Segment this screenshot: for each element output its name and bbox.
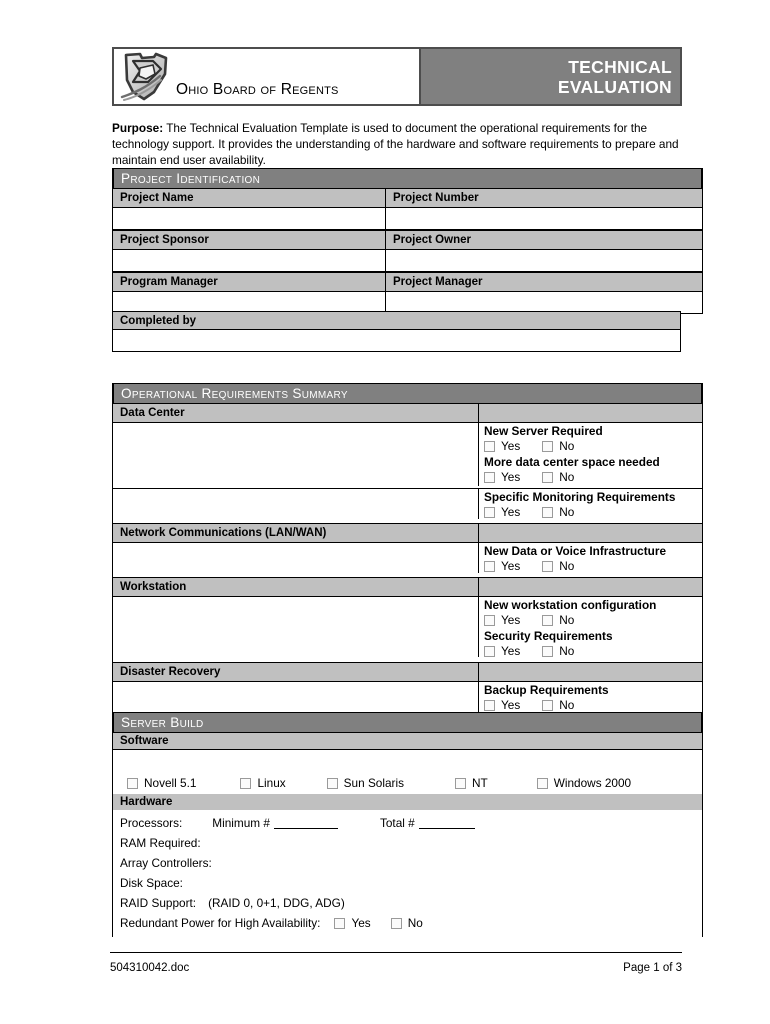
- checkbox-icon[interactable]: [542, 700, 553, 711]
- ram-required-label: RAM Required:: [120, 836, 201, 850]
- question-label: Backup Requirements: [484, 683, 609, 697]
- disk-space-label: Disk Space:: [120, 876, 183, 890]
- checkbox-icon[interactable]: [391, 918, 402, 929]
- group-label: Data Center: [113, 404, 479, 422]
- section-header-operational-requirements: Operational Requirements Summary: [113, 383, 702, 404]
- option-no[interactable]: [542, 470, 574, 485]
- option-yes[interactable]: [484, 644, 520, 659]
- group-row-disaster-recovery: [113, 663, 702, 682]
- option-no[interactable]: [542, 439, 574, 454]
- masthead-branding: [114, 49, 421, 104]
- project-owner-label: Project Owner: [386, 231, 702, 249]
- checkbox-icon[interactable]: [542, 646, 553, 657]
- project-manager-field[interactable]: [386, 292, 702, 313]
- option-label: No: [407, 916, 423, 930]
- project-number-field[interactable]: [386, 208, 702, 229]
- option-label: No: [559, 613, 575, 627]
- table-row: [113, 292, 702, 313]
- redundant-power-option-yes[interactable]: [334, 913, 370, 933]
- questions-cell: [479, 543, 702, 577]
- purpose-text: The Technical Evaluation Template is used to document the operational requirements for the technology support. It provides the understanding of the hardware and software requirements to prepare and maintain end user availability.: [112, 121, 679, 168]
- software-options-row: [113, 750, 702, 794]
- footer-page-number: Page 1 of 3: [623, 962, 682, 974]
- question-label: New Server Required: [484, 424, 603, 438]
- checkbox-icon[interactable]: [455, 778, 466, 789]
- redundant-power-option-no[interactable]: [391, 913, 423, 933]
- question-label: New Data or Voice Infrastructure: [484, 544, 667, 558]
- option-no[interactable]: [542, 613, 574, 628]
- option-label: Yes: [501, 698, 521, 712]
- checkbox-icon[interactable]: [484, 441, 495, 452]
- notes-field[interactable]: [113, 543, 479, 573]
- question-options: [484, 698, 702, 713]
- questions-cell: [479, 597, 702, 662]
- table-row: [113, 208, 702, 231]
- option-no[interactable]: [542, 559, 574, 574]
- document-title-line-2: EVALUATION: [557, 76, 672, 97]
- option-yes[interactable]: [484, 559, 520, 574]
- option-label: Sun Solaris: [343, 776, 404, 790]
- table-row: [113, 231, 702, 250]
- checkbox-icon[interactable]: [542, 615, 553, 626]
- checkbox-icon[interactable]: [240, 778, 251, 789]
- option-yes[interactable]: [484, 698, 520, 713]
- group-row-workstation: [113, 578, 702, 597]
- table-row: [113, 250, 702, 273]
- server-build-table: [112, 712, 703, 937]
- operational-requirements-table: [112, 383, 703, 717]
- checkbox-icon[interactable]: [542, 507, 553, 518]
- group-blank-cell: [479, 578, 702, 596]
- completed-by-field[interactable]: [113, 330, 680, 351]
- notes-field[interactable]: [113, 489, 479, 519]
- project-owner-field[interactable]: [386, 250, 702, 271]
- software-option-novell[interactable]: [127, 776, 196, 790]
- document-title-line-1: TECHNICAL: [568, 56, 672, 77]
- completed-by-table: [112, 311, 681, 352]
- option-label: No: [559, 470, 575, 484]
- option-label: No: [559, 505, 575, 519]
- hardware-line-raid-support: [120, 893, 702, 913]
- software-options: [113, 776, 702, 790]
- processors-minimum-label: Minimum #: [212, 816, 270, 830]
- checkbox-icon[interactable]: [484, 615, 495, 626]
- option-no[interactable]: [542, 505, 574, 520]
- question-options: [484, 505, 702, 520]
- footer-divider: [110, 952, 682, 953]
- option-label: Yes: [501, 470, 521, 484]
- project-name-field[interactable]: [113, 208, 386, 229]
- checkbox-icon[interactable]: [542, 472, 553, 483]
- table-row: [113, 189, 702, 208]
- redundant-power-label: Redundant Power for High Availability:: [120, 916, 321, 930]
- software-option-windows-2000[interactable]: [537, 776, 631, 790]
- array-controllers-label: Array Controllers:: [120, 856, 212, 870]
- table-row: [113, 682, 702, 716]
- option-label: Novell 5.1: [144, 776, 197, 790]
- ohio-shield-logo-icon: [120, 52, 172, 102]
- option-label: Windows 2000: [553, 776, 632, 790]
- footer-filename: 504310042.doc: [110, 962, 190, 974]
- group-row-data-center: [113, 404, 702, 423]
- table-row: [113, 423, 702, 489]
- group-blank-cell: [479, 524, 702, 542]
- processors-total-field[interactable]: [419, 817, 475, 829]
- raid-support-label: RAID Support:: [120, 896, 197, 910]
- checkbox-icon[interactable]: [484, 561, 495, 572]
- question-label: More data center space needed: [484, 455, 660, 469]
- option-yes[interactable]: [484, 613, 520, 628]
- option-label: Yes: [501, 439, 521, 453]
- option-no[interactable]: [542, 644, 574, 659]
- checkbox-icon[interactable]: [537, 778, 548, 789]
- option-label: No: [559, 698, 575, 712]
- group-label: Network Communications (LAN/WAN): [113, 524, 479, 542]
- option-label: NT: [472, 776, 488, 790]
- organization-name: Ohio Board of Regents: [176, 81, 339, 98]
- question-label: Specific Monitoring Requirements: [484, 490, 676, 504]
- program-manager-label: Program Manager: [113, 273, 386, 291]
- section-header-server-build: Server Build: [113, 712, 702, 733]
- option-yes[interactable]: [484, 470, 520, 485]
- group-blank-cell: [479, 404, 702, 422]
- hardware-line-redundant-power: [120, 913, 702, 933]
- checkbox-icon[interactable]: [542, 561, 553, 572]
- question-options: [484, 644, 702, 659]
- group-label: Workstation: [113, 578, 479, 596]
- group-row-network-communications: [113, 524, 702, 543]
- option-yes[interactable]: [484, 439, 520, 454]
- option-label: Yes: [501, 644, 521, 658]
- checkbox-icon[interactable]: [127, 778, 138, 789]
- project-number-label: Project Number: [386, 189, 702, 207]
- checkbox-icon[interactable]: [484, 472, 495, 483]
- group-label: Disaster Recovery: [113, 663, 479, 681]
- table-row: [113, 597, 702, 663]
- hardware-fields: [113, 810, 702, 937]
- option-no[interactable]: [542, 698, 574, 713]
- option-label: No: [559, 644, 575, 658]
- software-option-sun-solaris[interactable]: [327, 776, 404, 790]
- option-yes[interactable]: [484, 505, 520, 520]
- section-header-project-identification: Project Identification: [113, 168, 702, 189]
- processors-label: Processors:: [120, 816, 183, 830]
- option-label: No: [559, 559, 575, 573]
- question-options: [484, 559, 702, 574]
- option-label: Linux: [257, 776, 286, 790]
- hardware-line-ram: [120, 833, 702, 853]
- question-options: [484, 439, 702, 454]
- option-label: Yes: [501, 559, 521, 573]
- questions-cell: [479, 489, 702, 523]
- document-masthead: [112, 47, 682, 106]
- questions-cell: [479, 423, 702, 488]
- processors-minimum-field[interactable]: [274, 817, 338, 829]
- software-option-nt[interactable]: [455, 776, 488, 790]
- checkbox-icon[interactable]: [327, 778, 338, 789]
- notes-field[interactable]: [113, 682, 479, 712]
- question-label: Security Requirements: [484, 629, 613, 643]
- hardware-line-processors: [120, 813, 702, 833]
- purpose-label: Purpose:: [112, 121, 164, 135]
- completed-by-label: Completed by: [113, 312, 680, 330]
- software-option-linux[interactable]: [240, 776, 285, 790]
- project-name-label: Project Name: [113, 189, 386, 207]
- page-footer: [110, 962, 682, 974]
- question-options: [484, 613, 702, 628]
- question-options: [484, 470, 702, 485]
- option-label: Yes: [501, 505, 521, 519]
- table-row: [113, 489, 702, 524]
- project-sponsor-field[interactable]: [113, 250, 386, 271]
- checkbox-icon[interactable]: [484, 700, 495, 711]
- checkbox-icon[interactable]: [484, 507, 495, 518]
- checkbox-icon[interactable]: [334, 918, 345, 929]
- hardware-line-array-controllers: [120, 853, 702, 873]
- questions-cell: [479, 682, 702, 716]
- checkbox-icon[interactable]: [542, 441, 553, 452]
- subsection-header-hardware: Hardware: [113, 794, 702, 810]
- project-sponsor-label: Project Sponsor: [113, 231, 386, 249]
- option-label: No: [559, 439, 575, 453]
- question-label: New workstation configuration: [484, 598, 657, 612]
- notes-field[interactable]: [113, 423, 479, 486]
- notes-field[interactable]: [113, 597, 479, 657]
- subsection-header-software: Software: [113, 733, 702, 750]
- checkbox-icon[interactable]: [484, 646, 495, 657]
- project-identification-table: [112, 168, 703, 314]
- option-label: Yes: [351, 916, 371, 930]
- document-title-block: [421, 49, 680, 104]
- group-blank-cell: [479, 663, 702, 681]
- purpose-paragraph: [112, 120, 692, 169]
- raid-support-note: (RAID 0, 0+1, DDG, ADG): [208, 896, 345, 910]
- program-manager-field[interactable]: [113, 292, 386, 313]
- processors-total-label: Total #: [379, 816, 415, 830]
- project-manager-label: Project Manager: [386, 273, 702, 291]
- hardware-line-disk-space: [120, 873, 702, 893]
- option-label: Yes: [501, 613, 521, 627]
- table-row: [113, 273, 702, 292]
- table-row: [113, 543, 702, 578]
